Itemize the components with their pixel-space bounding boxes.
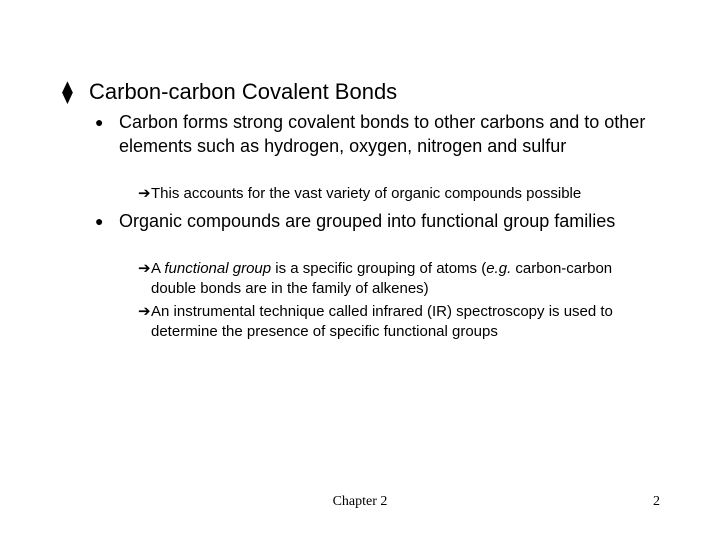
sub-text-part: is a specific grouping of atoms ( <box>271 260 487 277</box>
arrow-bullet-icon: ➔ <box>138 303 151 320</box>
dot-bullet-icon: ● <box>95 213 104 229</box>
sub-text-part: carbon-carbon double bonds are in the family of alkenes) <box>151 260 613 297</box>
arrow-bullet-icon: ➔ <box>138 260 151 277</box>
sub-text-2-2: An instrumental technique called infrared (IR) spectroscopy is used to determine the presence of specific functional groups <box>151 303 613 340</box>
footer-page-number: 2 <box>653 494 660 509</box>
sub-text-emphasis: functional group <box>164 260 272 277</box>
footer-chapter: Chapter 2 <box>332 494 388 509</box>
sub-text-1-1: This accounts for the vast variety of organic compounds possible <box>151 185 582 202</box>
bullet-text-1: Carbon forms strong covalent bonds to other carbons and to other elements such as hydrogen, oxygen, nitrogen and sulfur <box>119 112 646 156</box>
arrow-bullet-icon: ➔ <box>138 185 151 202</box>
sub-text-emphasis: e.g. <box>486 260 512 277</box>
sub-text-2-1 <box>151 259 661 299</box>
bullet-text-2: Organic compounds are grouped into functional group families <box>119 211 616 231</box>
diamond-bullet-icon: ⧫ <box>62 79 73 104</box>
sub-text-part: A <box>151 260 165 277</box>
dot-bullet-icon: ● <box>95 114 104 130</box>
heading-text: Carbon-carbon Covalent Bonds <box>89 79 398 104</box>
